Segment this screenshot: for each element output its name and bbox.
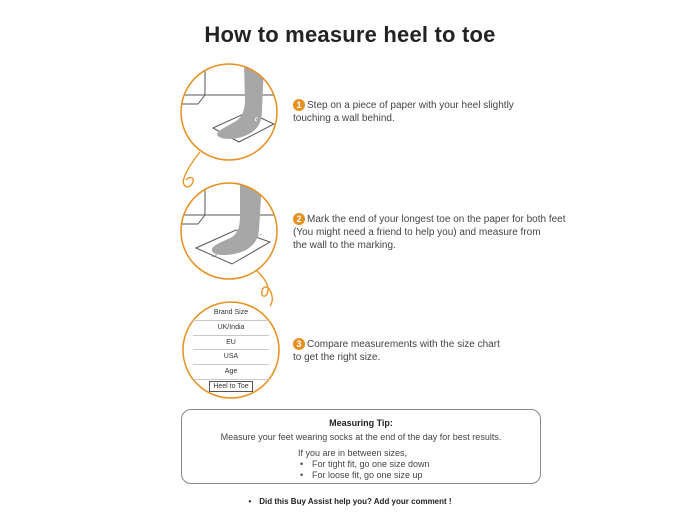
tip-bullet-tight: • For tight fit, go one size down — [298, 459, 430, 470]
connector-1 — [183, 152, 200, 187]
step-1-number: 1 — [293, 99, 305, 111]
step-1-illustration — [170, 55, 290, 175]
size-row-brand: Brand Size — [193, 306, 269, 321]
heel-to-toe-label: Heel to Toe — [209, 381, 252, 392]
measuring-tip-box — [181, 409, 541, 484]
step-1-line-1: Step on a piece of paper with your heel slightly — [307, 100, 514, 111]
feedback-text: Did this Buy Assist help you? Add your comment ! — [259, 497, 452, 506]
size-row-age: Age — [193, 365, 269, 380]
step-2-line-1: Mark the end of your longest toe on the paper for both feet — [307, 214, 566, 225]
step-3-line-2: to get the right size. — [293, 352, 381, 363]
step-3 — [293, 338, 500, 364]
size-row-eu: EU — [193, 336, 269, 351]
page-title: How to measure heel to toe — [204, 22, 496, 47]
step-3-number: 3 — [293, 338, 305, 350]
step-1-line-2: touching a wall behind. — [293, 113, 395, 124]
bullet-icon: • — [248, 497, 252, 506]
tip-main-text: Measure your feet wearing socks at the end of the day for best results. — [220, 432, 502, 442]
size-row-usa: USA — [193, 350, 269, 365]
step-2-illustration — [170, 175, 290, 295]
connector-2 — [256, 270, 272, 306]
size-chart — [193, 306, 269, 394]
tip-bullet-loose: • For loose fit, go one size up — [298, 470, 430, 481]
tip-list — [298, 448, 430, 481]
step-3-line-1: Compare measurements with the size chart — [307, 339, 500, 350]
feedback-prompt[interactable] — [0, 497, 700, 506]
size-row-uk: UK/India — [193, 321, 269, 336]
tip-title: Measuring Tip: — [329, 418, 393, 428]
tip-intro: If you are in between sizes, — [298, 448, 408, 458]
step-2-number: 2 — [293, 213, 305, 225]
step-2-line-2: (You might need a friend to help you) and measure from — [293, 227, 541, 238]
step-1 — [293, 99, 514, 125]
step-2 — [293, 213, 566, 252]
size-row-heel-to-toe — [193, 380, 269, 394]
step-2-line-3: the wall to the marking. — [293, 240, 396, 251]
